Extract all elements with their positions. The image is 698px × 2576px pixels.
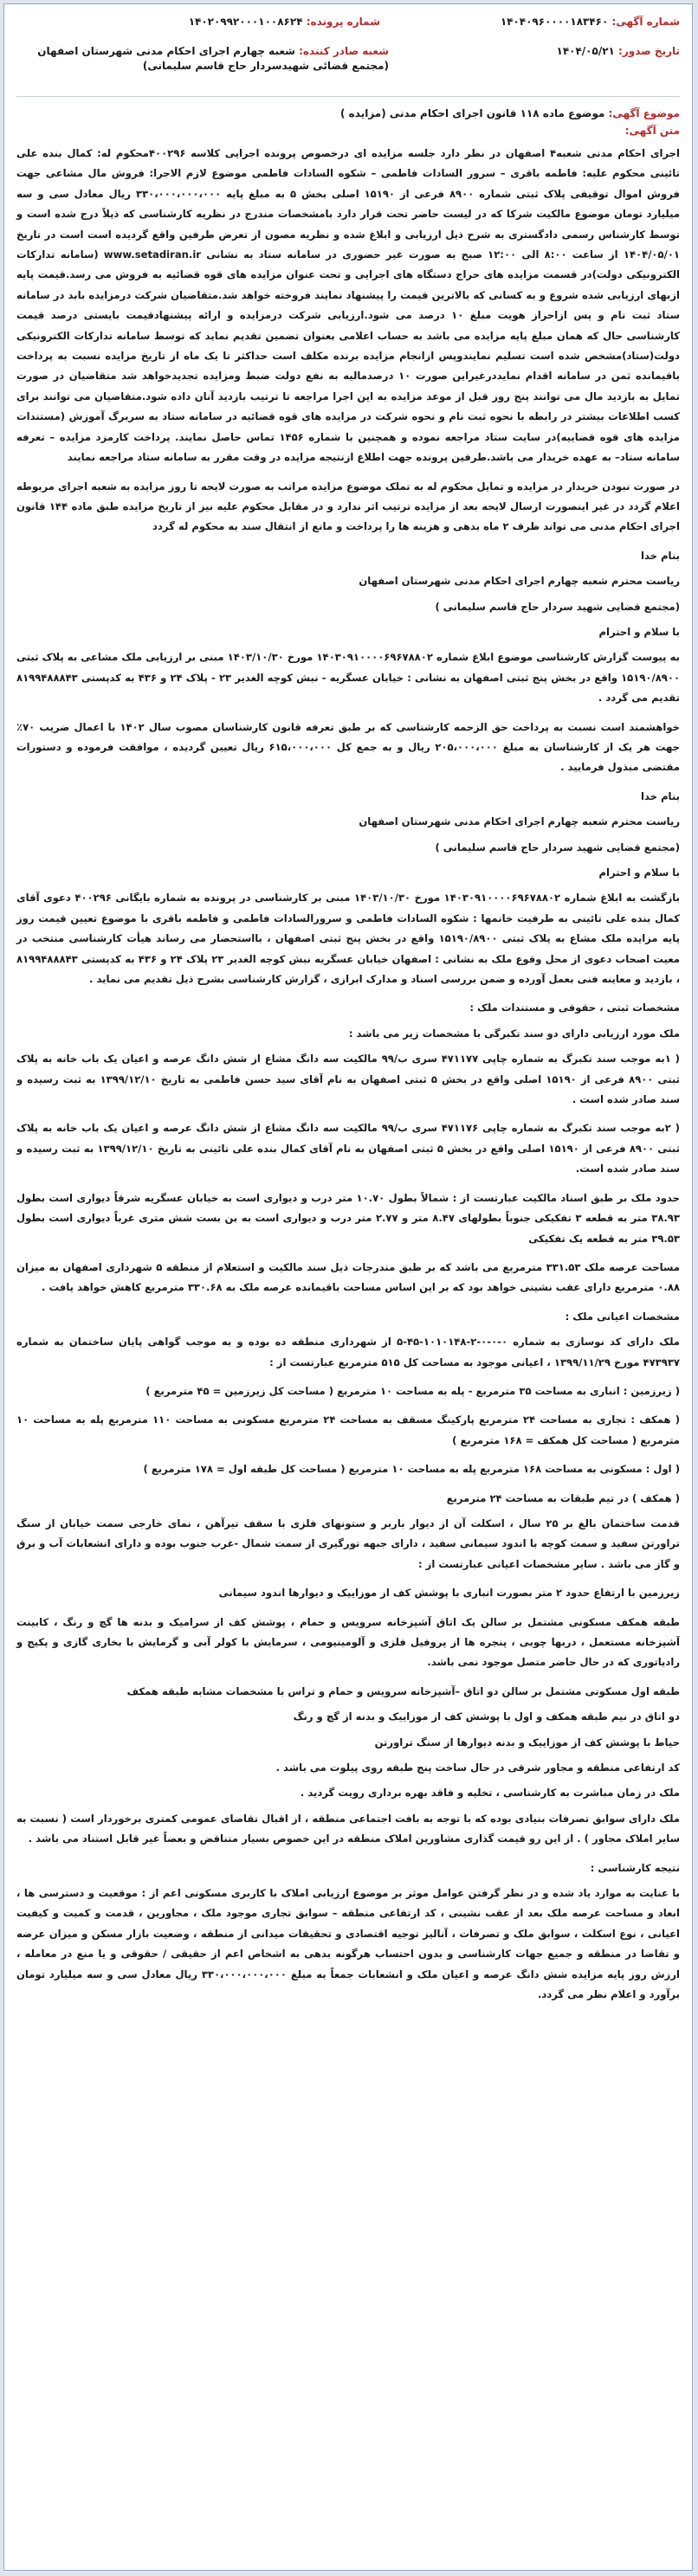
ad-number-label: شماره آگهی: (611, 16, 680, 28)
body-paragraph: اجرای احکام مدنی شعبه۴ اصفهان در نظر دارد جلسه مزایده ای درخصوص پرونده اجرایی کلاسه ۴۰۰۲۹۶محکوم له: کمال بنده علی تائینی محکوم علیه: فاطمه باقری – سرور السادات فاطمی – شکوه السادات فاطمی موضوع لازم الاجرا: فروش مال مشاعی جهت فروش اموال توقیفی پلاک ثبتی شماره ۸۹۰۰ فرعی از ۱۵۱۹۰ اصلی بخش ۵ به مبلغ پایه ۳۳۰،۰۰۰،۰۰۰،۰۰۰ ریال معادل سی و سه میلیارد تومان موضوع مالکیت شرکا که در لیست حاضر تحت قرار دارد بامشخصات مندرج در نظریه کارشناسی که ذیلاً درج شده است و توسط کارشناس رسمی دادگستری به شرح ذیل ارزیابی و ابلاغ شده و نظریه مصون از تعرض طرفین واقع گردیده است است در تاریخ ۱۴۰۴/۰۵/۰۱ از ساعت ۸:۰۰ الی ۱۲:۰۰ صبح به صورت غیر حضوری در سامانه ستاد به نشانی www.setadiran.ir (سامانه تدارکات الکترونیکی دولت)در قسمت مزایده های حراج دستگاه های اجرایی و تحت عنوان مزایده های قوه قضائیه به فروش می رسد.قیمت پایه ازبهای ارزیابی شده شروع و به کسانی که بالاترین قیمت را پیشنهاد نمایند فروخته خواهد شد.متقاضیان شرکت درمزایده بابد در سامانه ستاد ثبت نام و پس ازاحراز هویت مبلغ ۱۰ درصد می شود.ارزیابی شرکت درمزایده و ارائه پیشنهادقیمت بایستی درصد قیمت کارشناسی حال که همان مبلغ پایه مزایده می باشد به حساب اعلامی بعنوان تضمین تقدیم نماید که توسط سامانه تدارکات الکترونیکی دولت(ستاد)مشخص شده است تسلیم نمایندوپس ازانجام مزایده برنده مکلف است حداکثر تا یک ماه از تاریخ مزایده نسبت به پرداخت باقیمانده ثمن در سامانه اقدام نمایددرغیراین صورت ۱۰ درصدمالیه به نفع دولت ضبط ومزایده تجدیدخواهد شد متقاضیان در صورت تمایل به بازدید مال می توانند پنج روز قبل از موعد مزایده به این اجرا مراجعه تا ترتیب بازدید آنان داده شود.متقاضیان می توانند برای کسب اطلاعات بیشتر در رابطه با نحوه ثبت نام و نحوه شرکت در مزایده های قوه قضائیه در سامانه ستاد به سربرگ آموزش (مستندات مزایده های قوه قضاییه)در سایت ستاد مراجعه نموده و همچنین با شماره ۱۴۵۶ تماس حاصل نمایند. پرداخت کارمزد مزایده – تعرفه سامانه ستاد– به عهده خریدار می باشد.طرفین پرونده جهت اطلاع ازنتیجه مزایده در وقت مقرر به سامانه ستاد مراجعه نمایند (16, 147, 681, 464)
floor-item: ( همکف ) در تیم طبقات به مساحت ۲۴ مترمربع (446, 1491, 680, 1504)
section-heading: نتیجه کارشناسی : (590, 1861, 680, 1874)
greeting-line: با سلام و احترام (598, 625, 680, 638)
body-paragraph: حدود ملک بر طبق اسناد مالکیت عبارتست از : شمالاً بطول ۱۰.۷۰ متر درب و دیواری است به خیابان عسگریه شرقاً دیواری است بطول ۳۸.۹۳ متر به قطعه ۳ تفکیکی جنوباً بطولهای ۸.۴۷ متر و ۲.۷۷ متر درب و دیواری است به بن بست شش متری غرباً دیواری است بطول ۳۹.۵۳ متر به قطعه یک تفکیکی (16, 1191, 680, 1245)
notice-header (16, 10, 680, 97)
greeting-line: با سلام و احترام (598, 866, 680, 879)
case-number (16, 15, 380, 29)
body-paragraph: ملک دارای سوابق تصرفات بنیادی بوده که با توجه به بافت اجتماعی منطقه ، از اقبال تقاضای عمومی کمتری برخوردار است ( نسبت به سایر املاک مجاور ) . از این رو قیمت گذاری مشاورین املاک منطقه در این خصوص بسیار متناقض و بعضاً غیر قابل استناد می باشد . (16, 1812, 680, 1845)
body-heading: بنام خدا (641, 789, 680, 802)
notice-window (3, 3, 693, 2571)
body-paragraph: زیرزمین با ارتفاع حدود ۲ متر بصورت انباری با پوشش کف از موزاییک و دیوارها اندود سیمانی (218, 1587, 680, 1600)
body-paragraph: خواهشمند است نسبت به پرداخت حق الزحمه کارشناسی که بر طبق تعرفه قانون کارشناسان مصوب سال ۱۴۰۲ با اعمال ضریب ۷۰٪ جهت هر یک از کارشناسان به مبلغ ۲۰۵،۰۰۰،۰۰۰ ریال و به جمع کل ۶۱۵،۰۰۰،۰۰۰ ریال تعیین گردیده ، موافقت فرموده و دستورات مقتضی مبذول فرمایید . (16, 720, 680, 774)
section-heading: مشخصات ثبتی ، حقوقی و مستندات ملک : (469, 1001, 680, 1014)
issuing-branch (16, 44, 389, 74)
body-paragraph: در صورت نبودن خریدار در مزایده و تمایل محکوم له به تملک موضوع مزایده مراتب به صورت لایحه تا روز مزایده به شعبه اجرای مربوطه اعلام گردد در غیر اینصورت ارسال لایحه بعد از مزایده ترتیب اثر ندارد و در مقابل محکوم علیه نیز از تاریخ مزایده طبق ماده ۱۴۴ قانون اجرای احکام مدنی می تواند ظرف ۲ ماه بدهی و هزینه ها را پرداخت و مانع از انتقال سند به محکوم له گردد (16, 480, 681, 533)
deed-item: ( ۲به موجب سند تکبرگ به شماره چاپی ۴۷۱۱۷۶ سری ب/۹۹ مالکیت سه دانگ مشاع از شش دانگ عرصه و اعیان یک باب خانه به پلاک ثبتی ۸۹۰۰ فرعی از ۱۵۱۹۰ اصلی واقع در بخش ۵ ثبتی اصفهان به نام آقای کمال بنده علی تائینی به تاریخ ۱۳۹۹/۱۲/۱۰ به ثبت رسیده و سند صادر شده است. (16, 1122, 680, 1175)
notice-subject (16, 106, 680, 121)
addressee-line: ریاست محترم شعبه چهارم اجرای احکام مدنی شهرستان اصفهان (359, 815, 680, 828)
issue-date-label: تاریخ صدور: (618, 45, 680, 57)
body-paragraph: قدمت ساختمان بالغ بر ۲۵ سال ، اسکلت آن از دیوار باربر و ستونهای فلزی با سقف تیرآهن ، نمای خارجی سمت خیابان از سنگ تراورتن سفید و سمت کوچه با اندود سیمانی سفید ، دارای جبهه تورگیری از سمت شمال -غرب جنوب بوده و دارای انشعابات آب و برق و گاز می باشد . سایر مشخصات اعیانی عبارتست از : (16, 1517, 680, 1570)
body-paragraph: طبقه اول مسکونی مشتمل بر سالن دو اتاق –آشپزخانه سرویس و حمام و تراس با مشخصات مشابه طبقه همکف (126, 1684, 680, 1697)
body-paragraph: به پیوست گزارش کارشناسی موضوع ابلاغ شماره ۱۴۰۳۰۹۱۰۰۰۰۶۹۶۷۸۸۰۲ مورخ ۱۴۰۳/۱۰/۳۰ مبنی بر ارزیابی ملک مشاعی به پلاک ثبتی ۱۵۱۹۰/۸۹۰۰ واقع در بخش پنج ثبتی اصفهان به نشانی : خیابان عسگریه - نبش کوچه الغدیر ۲۳ - پلاک ۲۴ و ۴۳۶ به کدپستی ۸۱۹۹۴۸۸۸۴۳ تقدیم می گردد . (16, 651, 681, 705)
section-heading: مشخصات اعیانی ملک : (565, 1310, 680, 1323)
body-paragraph: بازگشت به ابلاغ شماره ۱۴۰۳۰۹۱۰۰۰۰۶۹۶۷۸۸۰۲ مورخ ۱۴۰۳/۱۰/۳۰ مبنی بر کارشناسی در پرونده به شماره بایگانی ۴۰۰۲۹۶ دعوی آقای کمال بنده علی تائینی به طرفیت خانمها : شکوه السادات فاطمی و سرورالسادات فاطمی و فاطمه باقری با موضوع تعیین قیمت روز پایه مزایده ملک مشاع به پلاک ثبتی ۱۵۱۹۰/۸۹۰۰ واقع در بخش پنج ثبتی اصفهان ، بااستحضار می رساند هیأت کارشناسی منتخب در معیت اصحاب دعوی از محل وقوع ملک به نشانی : اصفهان خیابان عسگریه نبش کوچه الغدیر ۲۳ پلاک ۲۴ و ۴۳۶ به کدپستی ۸۱۹۹۴۸۸۸۴۳ ، بازدید و معاینه فنی بعمل آورده و ضمن بررسی اسناد و مدارک ابرازی ، گزارش کارشناسی بشرح ذیل تقدیم می نماید . (16, 892, 681, 986)
notice-body (16, 144, 680, 2006)
issuing-branch-value: شعبه چهارم اجرای احکام مدنی شهرستان اصفهان (مجتمع قضائی شهیدسردار حاج قاسم سلیمانی) (37, 45, 389, 72)
case-number-label: شماره پرونده: (306, 16, 380, 28)
body-paragraph: طبقه همکف مسکونی مشتمل بر سالن یک اتاق آشپزخانه سرویس و حمام ، پوشش کف از سرامیک و بدنه ها گچ و رنگ ، کابینت آشپزخانه مستعمل ، دربها چوبی ، پنجره ها از پروفیل فلزی و آلومینیومی ، سرمایش با کولر آبی و گرمایش با بخاری گازی و پکیج و رادیاتوری که در حال حاضر متصل موجود نمی باشد. (16, 1615, 680, 1669)
body-paragraph: مساحت عرصه ملک ۳۳۱.۵۳ مترمربع می باشد که بر طبق مندرجات ذیل سند مالکیت و استعلام از منطقه ۵ شهرداری اصفهان به میزان ۰.۸۸ مترمربع دارای عقب نشینی خواهد بود که بر این اساس مساحت باقیمانده عرصه ملک به ۳۳۰.۶۸ مترمربع کاهش خواهد یافت . (16, 1260, 681, 1294)
subject-label: موضوع آگهی: (608, 107, 680, 119)
addressee-line: ریاست محترم شعبه چهارم اجرای احکام مدنی شهرستان اصفهان (359, 575, 680, 588)
issuing-branch-label: شعبه صادر کننده: (299, 45, 389, 57)
body-paragraph: ملک مورد ارزیابی دارای دو سند تکبرگی با مشخصات زیر می باشد : (348, 1027, 680, 1040)
conclusion-paragraph: با عنایت به موارد یاد شده و در نظر گرفتن عوامل موثر بر موضوع ارزیابی املاک با کاربری مسکونی اعم از : موقعیت و دسترسی ها ، ابعاد و مساحت عرصه ملک بعد از عقب نشینی ، کد ارتفاعی منطقه – سوابق تجاری موجود ملک ، مجاورین ، قدمت و کمیت و کیفیت اعیانی ، نوع اسکلت ، سوابق ملک و تصرفات ، آنالیز توجیه اقتصادی و تحقیقات میدانی از منطقه ، وضعیت بازار مسکن و میزان عرضه و تقاضا در منطقه و جمیع جهات کارشناسی و بدون احتساب هرگونه بدهی به اشخاص اعم از حقیقی / حقوقی و یا منع در معامله ، ارزش روز پایه مزایده شش دانگ عرصه و اعیان ملک و انشعابات جمعاً به مبلغ ۳۳۰،۰۰۰،۰۰۰،۰۰۰ ریال معادل سی و سه میلیارد تومان برآورد و اعلام نظر می گردد. (16, 1887, 680, 2001)
floor-item: ( اول : مسکونی به مساحت ۱۶۸ مترمربع پله به مساحت ۱۰ مترمربع ( مساحت کل طبقه اول = ۱۷۸ مترمربع ) (143, 1463, 680, 1476)
issue-date (557, 44, 681, 59)
issue-date-value: ۱۴۰۴/۰۵/۲۱ (556, 45, 615, 57)
case-number-value: ۱۴۰۲۰۹۹۲۰۰۰۱۰۰۸۶۲۴ (188, 16, 303, 28)
floor-item: ( همکف : تجاری به مساحت ۲۴ مترمربع پارکینگ مسقف به مساحت ۲۴ مترمربع مسکونی به مساحت ۱۱۰ مترمربع پله به مساحت ۱۰ مترمربع ( مساحت کل همکف = ۱۶۸ مترمربع ) (16, 1414, 680, 1446)
body-paragraph: دو اتاق در نیم طبقه همکف و اول با پوشش کف از موزاییک و بدنه از گچ و رنگ (293, 1710, 680, 1723)
body-heading: بنام خدا (641, 549, 680, 562)
text-label: متن آگهی: (624, 125, 680, 137)
ad-number (501, 15, 680, 29)
subject-value: موضوع ماده ۱۱۸ قانون اجرای احکام مدنی (مزایده ) (340, 107, 605, 119)
body-paragraph: کد ارتفاعی منطقه و مجاور شرقی در حال ساخت پنج طبقه روی پیلوت می باشد . (275, 1761, 680, 1774)
addressee-line: (مجتمع قضایی شهید سردار حاج قاسم سلیمانی ) (435, 840, 680, 853)
ad-number-value: ۱۴۰۴۰۹۶۰۰۰۰۱۸۳۴۶۰ (500, 16, 609, 28)
floor-item: ( زیرزمین : انباری به مساحت ۳۵ مترمربع - پله به مساحت ۱۰ مترمربع ( مساحت کل زیرزمین = ۴۵ مترمربع ) (145, 1384, 680, 1397)
body-paragraph: حیاط با پوشش کف از موزاییک و بدنه دیوارها از سنگ تراورتن (374, 1736, 680, 1748)
body-paragraph: ملک در زمان مباشرت به کارشناسی ، تخلیه و فاقد بهره برداری رویت گردید . (300, 1787, 680, 1800)
body-paragraph: ملک دارای کد نوسازی به شماره ۰-۰-۰-۲-۱۰۱۰۱۴۸-۴۵-۵ از شهرداری منطقه ده بوده و به موجب گواهی پایان ساختمان به شماره ۴۷۳۹۳۷ مورخ ۱۳۹۹/۱۱/۲۹ ، اعیانی موجود به مساحت کل ۵۱۵ مترمربع عبارتست از : (16, 1336, 680, 1368)
deed-item: ( ۱به موجب سند تکبرگ به شماره چاپی ۴۷۱۱۷۷ سری ب/۹۹ مالکیت سه دانگ مشاع از شش دانگ عرصه و اعیان یک باب خانه به پلاک ثبتی ۸۹۰۰ فرعی از ۱۵۱۹۰ اصلی واقع در بخش ۵ ثبتی اصفهان به نام آقای سید حسن فاطمی به تاریخ ۱۳۹۹/۱۲/۱۰ به ثبت رسیده و سند صادر شده است . (16, 1053, 681, 1106)
notice-content (4, 4, 692, 2006)
addressee-line: (مجتمع قضایی شهید سردار حاج قاسم سلیمانی ) (435, 600, 680, 613)
